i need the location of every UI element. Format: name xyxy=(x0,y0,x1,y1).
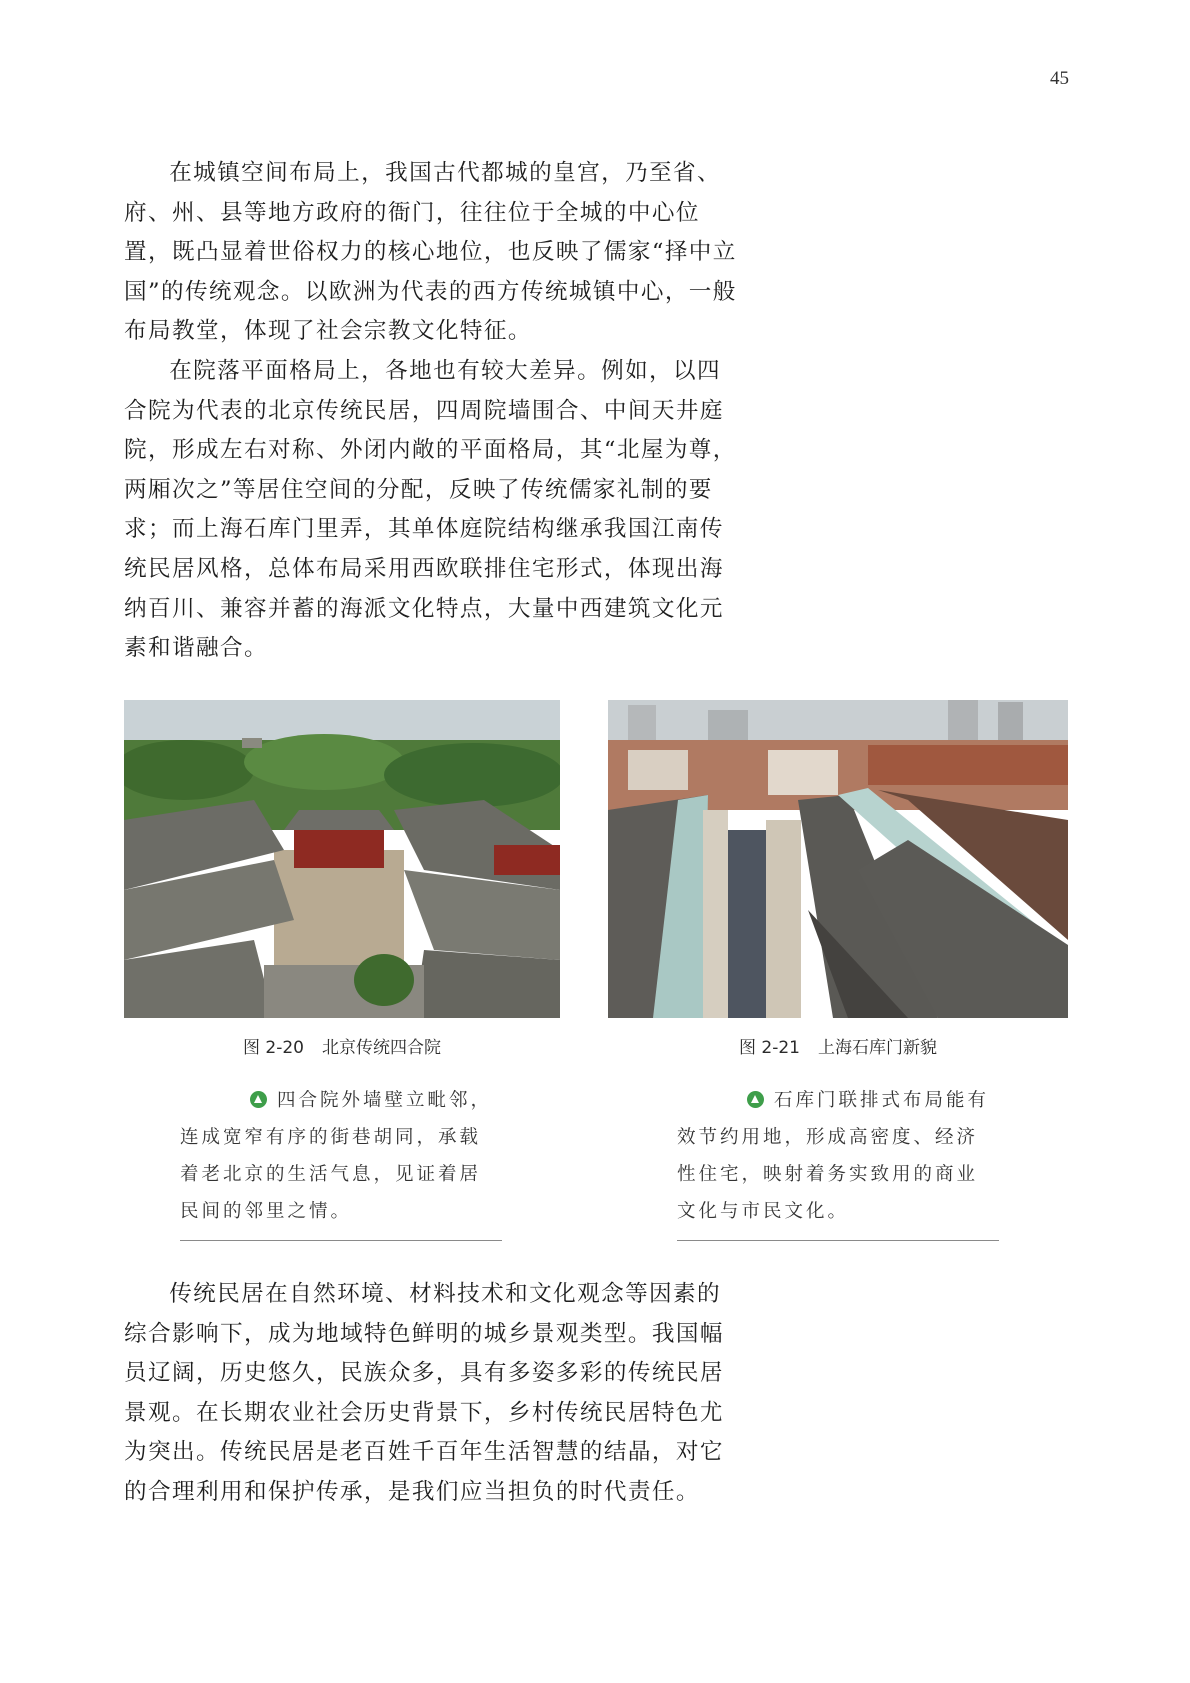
figure-title: 上海石库门新貌 xyxy=(818,1038,937,1058)
shikumen-photo xyxy=(608,700,1068,1018)
paragraph: 在城镇空间布局上，我国古代都城的皇宫，乃至省、府、州、县等地方政府的衙门，往往位于全城的中心位置，既凸显着世俗权力的核心地位，也反映了儒家“择中立国”的传统观念。以欧洲为代表的西方传统城镇中心，一般布局教堂，体现了社会宗教文化特征。 xyxy=(124,160,737,345)
figure-title: 北京传统四合院 xyxy=(322,1038,441,1058)
note-text: 四合院外墙壁立毗邻，连成宽窄有序的街巷胡同，承载着老北京的生活气息，见证着居民间的邻里之情。 xyxy=(180,1090,493,1222)
siheyuan-photo xyxy=(124,700,560,1018)
green-triangle-icon xyxy=(250,1091,267,1108)
figure-number: 图 2-20 xyxy=(243,1038,304,1058)
paragraph: 在院落平面格局上，各地也有较大差异。例如，以四合院为代表的北京传统民居，四周院墙围合、中间天井庭院，形成左右对称、外闭内敞的平面格局，其“北屋为尊，两厢次之”等居住空间的分配，反映了传统儒家礼制的要求；而上海石库门里弄，其单体庭院结构继承我国江南传统民居风格，总体布局采用西欧联排住宅形式，体现出海纳百川、兼容并蓄的海派文化特点，大量中西建筑文化元素和谐融合。 xyxy=(124,357,737,662)
figure-caption-2-20 xyxy=(112,1033,572,1058)
body-text-bottom xyxy=(124,1275,744,1513)
figure-caption-2-21 xyxy=(608,1033,1068,1058)
note-text: 石库门联排式布局能有效节约用地，形成高密度、经济性住宅，映射着务实致用的商业文化与市民文化。 xyxy=(677,1090,990,1222)
green-triangle-icon xyxy=(747,1091,764,1108)
figure-number: 图 2-21 xyxy=(739,1038,800,1058)
paragraph: 传统民居在自然环境、材料技术和文化观念等因素的综合影响下，成为地域特色鲜明的城乡景观类型。我国幅员辽阔，历史悠久，民族众多，具有多姿多彩的传统民居景观。在长期农业社会历史背景下，乡村传统民居特色尤为突出。传统民居是老百姓千百年生活智慧的结晶，对它的合理利用和保护传承，是我们应当担负的时代责任。 xyxy=(124,1281,724,1505)
figure-note-2-20 xyxy=(180,1082,502,1241)
page-number: 45 xyxy=(1050,68,1069,89)
figure-note-2-21 xyxy=(677,1082,999,1241)
body-text-top xyxy=(124,154,744,669)
